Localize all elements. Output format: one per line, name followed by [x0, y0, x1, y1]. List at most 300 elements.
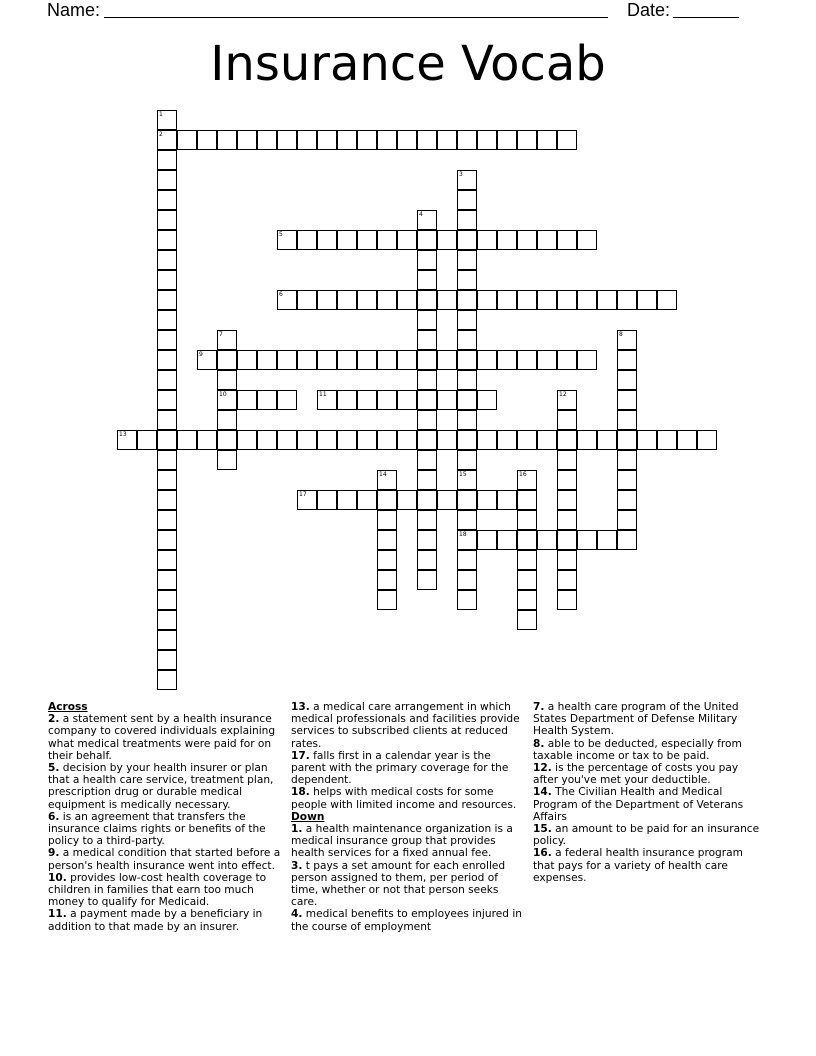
grid-cell[interactable] — [417, 510, 437, 530]
clue-item — [533, 701, 763, 738]
grid-cell[interactable] — [457, 530, 477, 550]
grid-cell[interactable] — [457, 210, 477, 230]
grid-cell[interactable] — [157, 610, 177, 630]
clue-item — [48, 811, 286, 848]
clue-item-number: 9. — [48, 847, 60, 860]
grid-cell[interactable] — [517, 130, 537, 150]
grid-cell[interactable] — [157, 650, 177, 670]
grid-cell[interactable] — [157, 550, 177, 570]
clue-number: 13 — [119, 431, 127, 438]
grid-cell[interactable] — [317, 490, 337, 510]
grid-cell[interactable] — [437, 230, 457, 250]
grid-cell[interactable] — [617, 430, 637, 450]
grid-cell[interactable] — [457, 390, 477, 410]
grid-cell[interactable] — [257, 130, 277, 150]
grid-cell[interactable] — [557, 490, 577, 510]
grid-cell[interactable] — [357, 230, 377, 250]
grid-cell[interactable] — [477, 530, 497, 550]
clue-item-text: provides low-cost health coverage to children in families that earn too much money to qualify for Medicaid. — [48, 871, 267, 909]
grid-cell[interactable] — [217, 350, 237, 370]
grid-cell[interactable] — [417, 390, 437, 410]
grid-cell[interactable] — [457, 550, 477, 570]
clue-item — [48, 872, 286, 909]
grid-cell[interactable] — [617, 370, 637, 390]
clue-item — [291, 701, 527, 750]
grid-cell[interactable] — [577, 350, 597, 370]
grid-cell[interactable] — [617, 350, 637, 370]
grid-cell[interactable] — [157, 230, 177, 250]
grid-cell[interactable] — [337, 490, 357, 510]
grid-cell[interactable] — [297, 430, 317, 450]
grid-cell[interactable] — [397, 130, 417, 150]
clue-number: 12 — [559, 391, 567, 398]
clue-item-number: 18. — [291, 786, 310, 799]
grid-cell[interactable] — [217, 370, 237, 390]
grid-cell[interactable] — [357, 390, 377, 410]
clue-number: 7 — [219, 331, 223, 338]
grid-cell[interactable] — [517, 470, 537, 490]
grid-cell[interactable] — [157, 330, 177, 350]
grid-cell[interactable] — [517, 550, 537, 570]
grid-cell[interactable] — [157, 390, 177, 410]
grid-cell[interactable] — [617, 290, 637, 310]
grid-cell[interactable] — [517, 610, 537, 630]
clue-number: 4 — [419, 211, 423, 218]
grid-cell[interactable] — [457, 410, 477, 430]
grid-cell[interactable] — [357, 430, 377, 450]
grid-cell[interactable] — [457, 270, 477, 290]
clue-number: 11 — [319, 391, 327, 398]
clue-item-number: 14. — [533, 786, 552, 799]
grid-cell[interactable] — [657, 430, 677, 450]
grid-cell[interactable] — [337, 290, 357, 310]
grid-cell[interactable] — [337, 130, 357, 150]
clue-item-text: is the percentage of costs you pay after you've met your deductible. — [533, 762, 739, 787]
grid-cell[interactable] — [157, 430, 177, 450]
clue-item-number: 3. — [291, 859, 303, 872]
grid-cell[interactable] — [617, 470, 637, 490]
grid-cell[interactable] — [337, 350, 357, 370]
grid-cell[interactable] — [197, 130, 217, 150]
grid-cell[interactable] — [137, 430, 157, 450]
grid-cell[interactable] — [157, 410, 177, 430]
grid-cell[interactable] — [357, 350, 377, 370]
grid-cell[interactable] — [557, 550, 577, 570]
grid-cell[interactable] — [157, 310, 177, 330]
grid-cell[interactable] — [377, 390, 397, 410]
grid-cell[interactable] — [157, 670, 177, 690]
grid-cell[interactable] — [157, 530, 177, 550]
grid-cell[interactable] — [397, 390, 417, 410]
grid-cell[interactable] — [277, 430, 297, 450]
grid-cell[interactable] — [597, 530, 617, 550]
grid-cell[interactable] — [557, 230, 577, 250]
clue-item-number: 13. — [291, 701, 310, 713]
grid-cell[interactable] — [477, 230, 497, 250]
name-label: Name: — [47, 0, 101, 20]
grid-cell[interactable] — [597, 290, 617, 310]
grid-cell[interactable] — [357, 130, 377, 150]
grid-cell[interactable] — [157, 470, 177, 490]
grid-cell[interactable] — [337, 390, 357, 410]
grid-cell[interactable] — [457, 330, 477, 350]
grid-cell[interactable] — [377, 350, 397, 370]
grid-cell[interactable] — [557, 290, 577, 310]
clue-item — [48, 762, 286, 811]
grid-cell[interactable] — [537, 130, 557, 150]
clue-item-number: 6. — [48, 810, 60, 823]
clue-item-text: a medical care arrangement in which medical professionals and facilities provide services to subscribed clients at reduced rates. — [291, 701, 520, 750]
grid-cell[interactable] — [417, 350, 437, 370]
grid-cell[interactable] — [497, 290, 517, 310]
grid-cell[interactable] — [317, 230, 337, 250]
grid-cell[interactable] — [257, 390, 277, 410]
grid-cell[interactable] — [417, 230, 437, 250]
clue-item — [533, 847, 763, 884]
clue-item-number: 16. — [533, 847, 552, 860]
grid-cell[interactable] — [437, 130, 457, 150]
grid-cell[interactable] — [417, 490, 437, 510]
grid-cell[interactable] — [197, 430, 217, 450]
grid-cell[interactable] — [417, 430, 437, 450]
grid-cell[interactable] — [457, 250, 477, 270]
clue-item — [291, 750, 527, 787]
clue-item-text: The Civilian Health and Medical Program of the Department of Veterans Affairs — [533, 786, 744, 823]
grid-cell[interactable] — [217, 130, 237, 150]
grid-cell[interactable] — [317, 430, 337, 450]
grid-cell[interactable] — [497, 430, 517, 450]
clue-number: 8 — [619, 331, 623, 338]
grid-cell[interactable] — [457, 130, 477, 150]
clue-item — [291, 823, 527, 860]
clue-item — [48, 908, 286, 932]
grid-cell[interactable] — [537, 350, 557, 370]
grid-cell[interactable] — [437, 290, 457, 310]
grid-cell[interactable] — [277, 230, 297, 250]
grid-cell[interactable] — [637, 430, 657, 450]
grid-cell[interactable] — [337, 430, 357, 450]
grid-cell[interactable] — [417, 310, 437, 330]
clue-item-text: helps with medical costs for some people with limited income and resources. — [291, 786, 517, 811]
grid-cell[interactable] — [197, 350, 217, 370]
down-heading: Down — [291, 810, 325, 823]
grid-cell[interactable] — [157, 210, 177, 230]
grid-cell[interactable] — [277, 290, 297, 310]
grid-cell[interactable] — [297, 350, 317, 370]
grid-cell[interactable] — [597, 430, 617, 450]
clue-item — [533, 786, 763, 823]
grid-cell[interactable] — [517, 570, 537, 590]
grid-cell[interactable] — [157, 590, 177, 610]
grid-cell[interactable] — [517, 510, 537, 530]
grid-cell[interactable] — [377, 430, 397, 450]
clue-item-text: a payment made by a beneficiary in addition to that made by an insurer. — [48, 908, 263, 933]
grid-cell[interactable] — [457, 290, 477, 310]
clues-column-3 — [533, 701, 763, 884]
grid-cell[interactable] — [157, 570, 177, 590]
grid-cell[interactable] — [317, 350, 337, 370]
grid-cell[interactable] — [177, 430, 197, 450]
clues-column-1 — [48, 701, 286, 933]
grid-cell[interactable] — [417, 290, 437, 310]
grid-cell[interactable] — [377, 230, 397, 250]
clue-item-number: 1. — [291, 823, 303, 836]
grid-cell[interactable] — [457, 510, 477, 530]
grid-cell[interactable] — [417, 210, 437, 230]
clue-number: 17 — [299, 491, 307, 498]
grid-cell[interactable] — [497, 130, 517, 150]
grid-cell[interactable] — [537, 290, 557, 310]
down-clue-list-continued — [533, 701, 763, 884]
clue-item-number: 12. — [533, 762, 552, 775]
grid-cell[interactable] — [157, 250, 177, 270]
grid-cell[interactable] — [677, 430, 697, 450]
date-label: Date: — [627, 0, 671, 20]
clue-number: 16 — [519, 471, 527, 478]
down-clue-list — [291, 823, 527, 933]
grid-cell[interactable] — [617, 450, 637, 470]
grid-cell[interactable] — [557, 570, 577, 590]
grid-cell[interactable] — [397, 230, 417, 250]
grid-cell[interactable] — [157, 110, 177, 130]
grid-cell[interactable] — [497, 230, 517, 250]
grid-cell[interactable] — [617, 390, 637, 410]
grid-cell[interactable] — [157, 270, 177, 290]
grid-cell[interactable] — [617, 330, 637, 350]
clue-item-number: 4. — [291, 908, 303, 921]
grid-cell[interactable] — [257, 350, 277, 370]
grid-cell[interactable] — [457, 490, 477, 510]
across-clue-list-continued — [291, 701, 527, 811]
grid-cell[interactable] — [697, 430, 717, 450]
grid-cell[interactable] — [377, 570, 397, 590]
clue-item-number: 10. — [48, 871, 67, 884]
clue-item-number: 11. — [48, 908, 67, 921]
grid-cell[interactable] — [157, 510, 177, 530]
grid-cell[interactable] — [417, 450, 437, 470]
grid-cell[interactable] — [377, 530, 397, 550]
clue-item-number: 5. — [48, 762, 60, 775]
grid-cell[interactable] — [557, 510, 577, 530]
grid-cell[interactable] — [437, 350, 457, 370]
grid-cell[interactable] — [517, 290, 537, 310]
grid-cell[interactable] — [417, 330, 437, 350]
grid-cell[interactable] — [497, 530, 517, 550]
grid-cell[interactable] — [157, 170, 177, 190]
clue-number: 5 — [279, 231, 283, 238]
clue-item-text: falls first in a calendar year is the parent with the primary coverage for the dependent. — [291, 749, 509, 787]
grid-cell[interactable] — [377, 470, 397, 490]
grid-cell[interactable] — [577, 430, 597, 450]
grid-cell[interactable] — [537, 230, 557, 250]
grid-cell[interactable] — [457, 190, 477, 210]
grid-cell[interactable] — [217, 390, 237, 410]
grid-cell[interactable] — [157, 290, 177, 310]
grid-cell[interactable] — [177, 130, 197, 150]
grid-cell[interactable] — [157, 630, 177, 650]
grid-cell[interactable] — [377, 490, 397, 510]
grid-cell[interactable] — [157, 490, 177, 510]
grid-cell[interactable] — [317, 390, 337, 410]
grid-cell[interactable] — [477, 290, 497, 310]
grid-cell[interactable] — [517, 490, 537, 510]
grid-cell[interactable] — [417, 130, 437, 150]
grid-cell[interactable] — [457, 230, 477, 250]
clue-number: 10 — [219, 391, 227, 398]
grid-cell[interactable] — [257, 430, 277, 450]
grid-cell[interactable] — [377, 510, 397, 530]
grid-cell[interactable] — [557, 430, 577, 450]
clue-item-text: a health care program of the United States Department of Defense Military Health System. — [533, 701, 739, 738]
grid-cell[interactable] — [417, 570, 437, 590]
grid-cell[interactable] — [497, 490, 517, 510]
grid-cell[interactable] — [377, 290, 397, 310]
grid-cell[interactable] — [397, 490, 417, 510]
grid-cell[interactable] — [217, 330, 237, 350]
grid-cell[interactable] — [217, 450, 237, 470]
grid-cell[interactable] — [557, 450, 577, 470]
grid-cell[interactable] — [417, 550, 437, 570]
grid-cell[interactable] — [477, 350, 497, 370]
grid-cell[interactable] — [437, 430, 457, 450]
grid-cell[interactable] — [117, 430, 137, 450]
grid-cell[interactable] — [417, 410, 437, 430]
grid-cell[interactable] — [537, 530, 557, 550]
grid-cell[interactable] — [517, 530, 537, 550]
clue-item-text: a statement sent by a health insurance company to covered individuals explaining what medical treatments were paid for on their behalf. — [48, 713, 276, 762]
grid-cell[interactable] — [617, 410, 637, 430]
grid-cell[interactable] — [157, 190, 177, 210]
grid-cell[interactable] — [577, 230, 597, 250]
clue-item-number: 15. — [533, 823, 552, 836]
grid-cell[interactable] — [377, 550, 397, 570]
grid-cell[interactable] — [297, 130, 317, 150]
grid-cell[interactable] — [217, 430, 237, 450]
grid-cell[interactable] — [437, 490, 457, 510]
grid-cell[interactable] — [477, 390, 497, 410]
grid-cell[interactable] — [297, 290, 317, 310]
grid-cell[interactable] — [457, 570, 477, 590]
clue-item — [291, 786, 527, 810]
grid-cell[interactable] — [577, 530, 597, 550]
grid-cell[interactable] — [557, 130, 577, 150]
grid-cell[interactable] — [377, 590, 397, 610]
clue-number: 3 — [459, 171, 463, 178]
clue-item — [533, 823, 763, 847]
clue-number: 18 — [459, 531, 467, 538]
grid-cell[interactable] — [457, 430, 477, 450]
grid-cell[interactable] — [517, 430, 537, 450]
grid-cell[interactable] — [237, 130, 257, 150]
grid-cell[interactable] — [437, 390, 457, 410]
grid-cell[interactable] — [657, 290, 677, 310]
grid-cell[interactable] — [237, 430, 257, 450]
grid-cell[interactable] — [517, 350, 537, 370]
grid-cell[interactable] — [297, 490, 317, 510]
clue-item-text: decision by your health insurer or plan that a health care service, treatment plan, prescription drug or durable medical equipment is medically necessary. — [48, 762, 274, 811]
clues-column-2 — [291, 701, 527, 933]
grid-cell[interactable] — [617, 490, 637, 510]
clue-item-text: a health maintenance organization is a medical insurance group that provides health services for a fixed annual fee. — [291, 823, 513, 860]
grid-cell[interactable] — [357, 290, 377, 310]
grid-cell[interactable] — [217, 410, 237, 430]
clue-number: 2 — [159, 131, 163, 138]
grid-cell[interactable] — [557, 350, 577, 370]
grid-cell[interactable] — [337, 230, 357, 250]
grid-cell[interactable] — [317, 290, 337, 310]
grid-cell[interactable] — [537, 430, 557, 450]
clue-item — [533, 762, 763, 786]
grid-cell[interactable] — [457, 310, 477, 330]
grid-cell[interactable] — [277, 350, 297, 370]
across-heading: Across — [48, 701, 88, 713]
grid-cell[interactable] — [517, 230, 537, 250]
clue-item — [533, 738, 763, 762]
clue-item — [48, 847, 286, 871]
clue-item — [48, 713, 286, 762]
grid-cell[interactable] — [417, 250, 437, 270]
grid-cell[interactable] — [397, 430, 417, 450]
grid-cell[interactable] — [557, 470, 577, 490]
grid-cell[interactable] — [617, 510, 637, 530]
grid-cell[interactable] — [457, 370, 477, 390]
grid-cell[interactable] — [477, 490, 497, 510]
grid-cell[interactable] — [417, 470, 437, 490]
grid-cell[interactable] — [557, 530, 577, 550]
grid-cell[interactable] — [617, 530, 637, 550]
grid-cell[interactable] — [477, 130, 497, 150]
clue-item-number: 7. — [533, 701, 545, 713]
grid-cell[interactable] — [157, 130, 177, 150]
grid-cell[interactable] — [397, 350, 417, 370]
grid-cell[interactable] — [157, 450, 177, 470]
clue-number: 9 — [199, 351, 203, 358]
grid-cell[interactable] — [297, 230, 317, 250]
grid-cell[interactable] — [277, 130, 297, 150]
grid-cell[interactable] — [557, 590, 577, 610]
grid-cell[interactable] — [477, 430, 497, 450]
grid-cell[interactable] — [457, 590, 477, 610]
grid-cell[interactable] — [157, 370, 177, 390]
grid-cell[interactable] — [317, 130, 337, 150]
grid-cell[interactable] — [157, 150, 177, 170]
grid-cell[interactable] — [417, 530, 437, 550]
clue-item-text: an amount to be paid for an insurance policy. — [533, 823, 760, 848]
grid-cell[interactable] — [417, 270, 437, 290]
grid-cell[interactable] — [237, 390, 257, 410]
grid-cell[interactable] — [517, 590, 537, 610]
grid-cell[interactable] — [457, 350, 477, 370]
grid-cell[interactable] — [357, 490, 377, 510]
grid-cell[interactable] — [157, 350, 177, 370]
grid-cell[interactable] — [497, 350, 517, 370]
grid-cell[interactable] — [637, 290, 657, 310]
grid-cell[interactable] — [457, 170, 477, 190]
grid-cell[interactable] — [457, 470, 477, 490]
grid-cell[interactable] — [237, 350, 257, 370]
grid-cell[interactable] — [417, 370, 437, 390]
grid-cell[interactable] — [457, 450, 477, 470]
clue-item — [291, 860, 527, 909]
grid-cell[interactable] — [397, 290, 417, 310]
clue-item-text: medical benefits to employees injured in the course of employment — [291, 908, 522, 933]
grid-cell[interactable] — [557, 390, 577, 410]
grid-cell[interactable] — [277, 390, 297, 410]
grid-cell[interactable] — [557, 410, 577, 430]
grid-cell[interactable] — [377, 130, 397, 150]
grid-cell[interactable] — [577, 290, 597, 310]
clue-item-text: able to be deducted, especially from taxable income or tax to be paid. — [533, 737, 742, 762]
